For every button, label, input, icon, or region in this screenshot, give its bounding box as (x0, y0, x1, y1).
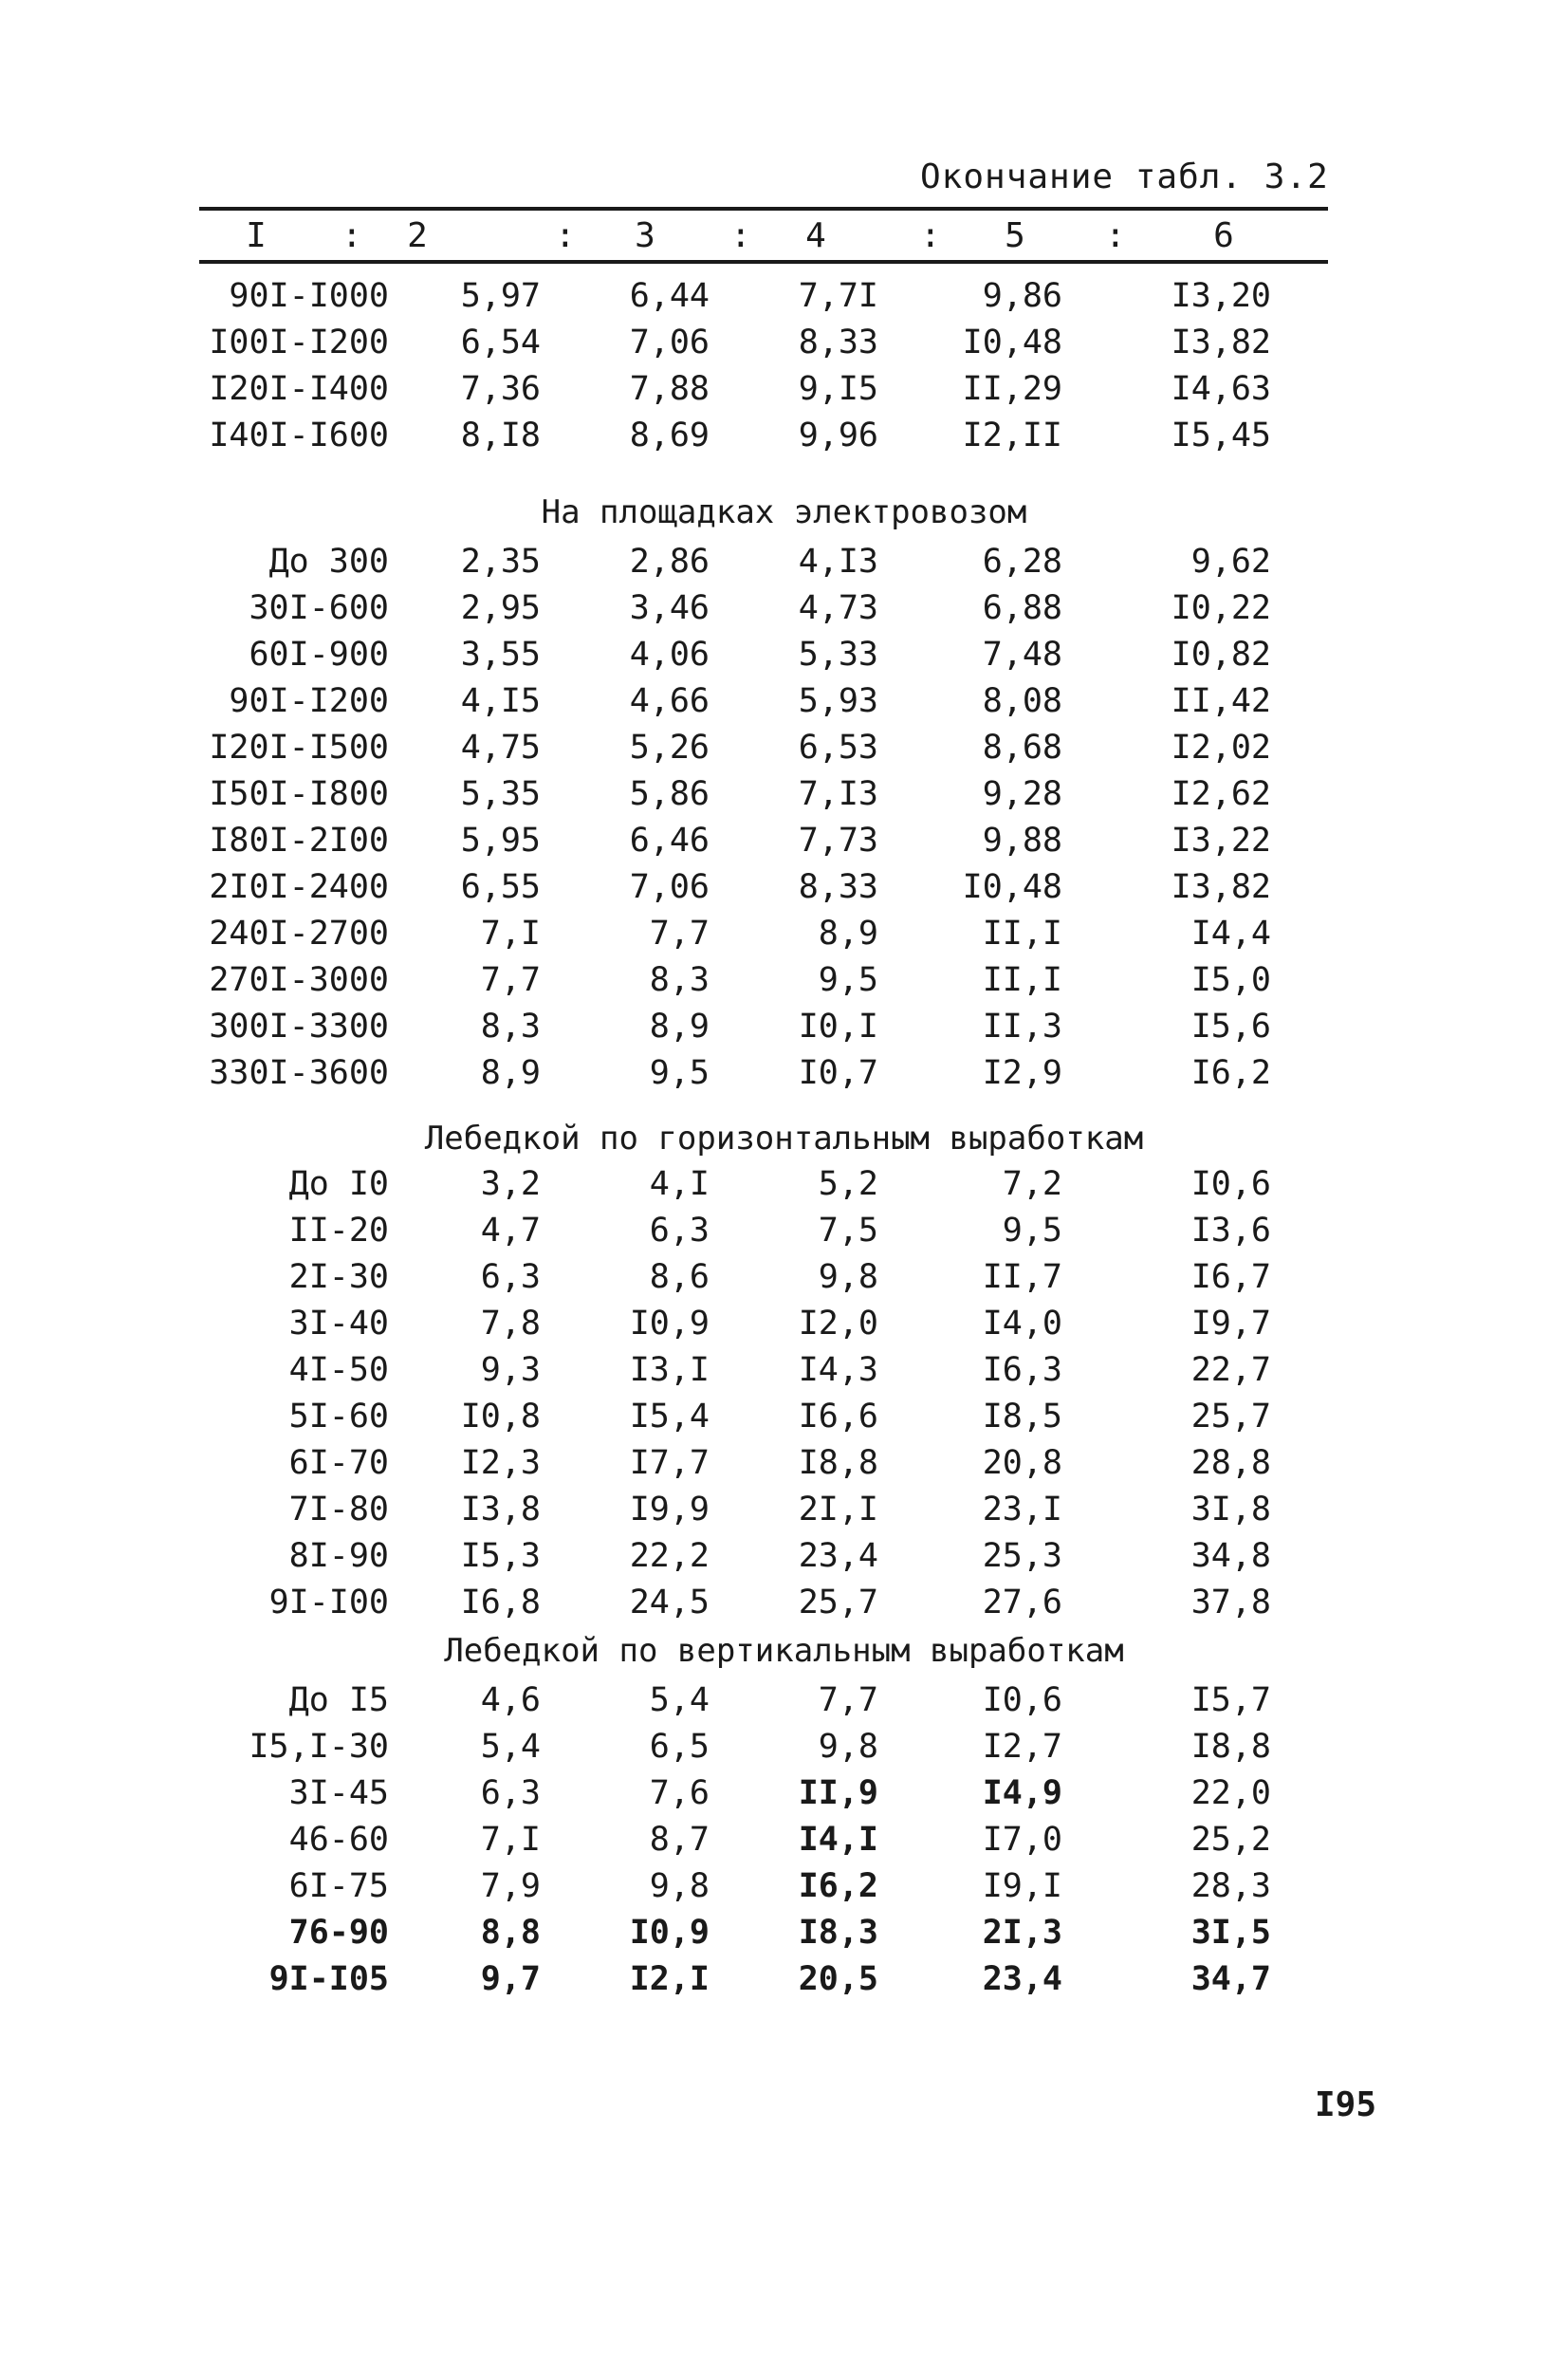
cell-range: 60I-900 (249, 636, 389, 674)
cell-col-5: I6,3 (982, 1351, 1062, 1389)
table-row (0, 1867, 1568, 1911)
cell-col-6: 28,8 (1190, 1444, 1271, 1482)
cell-col-2: 4,75 (460, 729, 541, 767)
cell-col-3: 5,4 (649, 1681, 710, 1719)
table-row (0, 1054, 1568, 1098)
cell-range: 6I-70 (288, 1444, 389, 1482)
cell-col-4: I6,6 (798, 1398, 878, 1436)
cell-col-2: 8,I8 (460, 417, 541, 454)
cell-col-2: 9,3 (480, 1351, 541, 1389)
cell-col-5: I2,7 (982, 1728, 1062, 1766)
cell-range: 7I-80 (288, 1491, 389, 1529)
cell-range: I20I-I500 (209, 729, 389, 767)
cell-col-4: I2,0 (798, 1305, 878, 1343)
table-row (0, 1165, 1568, 1209)
cell-col-3: I9,9 (629, 1491, 710, 1529)
cell-col-4: 9,8 (818, 1728, 878, 1766)
cell-col-2: 6,55 (460, 868, 541, 906)
table-row (0, 1008, 1568, 1051)
header-col-3: 3 (635, 216, 655, 255)
table-row (0, 370, 1568, 414)
cell-col-5: 23,I (982, 1491, 1062, 1529)
cell-col-4: I8,8 (798, 1444, 878, 1482)
table-row (0, 1584, 1568, 1627)
cell-col-6: 9,62 (1190, 543, 1271, 581)
cell-col-3: 8,7 (649, 1821, 710, 1859)
cell-col-6: I0,6 (1190, 1165, 1271, 1203)
table-row (0, 417, 1568, 460)
cell-col-3: 7,06 (629, 868, 710, 906)
cell-col-6: I6,2 (1190, 1054, 1271, 1092)
cell-range: 300I-3300 (209, 1008, 389, 1046)
table-row (0, 1914, 1568, 1957)
page-number: I95 (1315, 2085, 1377, 2124)
cell-col-6: I5,7 (1190, 1681, 1271, 1719)
table-header (199, 216, 1328, 256)
cell-col-4: I6,2 (798, 1867, 878, 1905)
cell-range: 4I-50 (288, 1351, 389, 1389)
cell-range: I80I-2I00 (209, 822, 389, 860)
table-row (0, 543, 1568, 586)
cell-col-3: 7,7 (649, 915, 710, 953)
cell-col-2: 5,35 (460, 775, 541, 813)
table-top-rule (199, 207, 1328, 211)
cell-col-6: I3,20 (1171, 277, 1271, 315)
cell-col-6: 25,7 (1190, 1398, 1271, 1436)
cell-col-6: 22,0 (1190, 1774, 1271, 1812)
cell-col-3: 7,6 (649, 1774, 710, 1812)
cell-col-6: I4,63 (1171, 370, 1271, 408)
cell-col-3: 6,5 (649, 1728, 710, 1766)
header-col-2: 2 (407, 216, 428, 255)
table-row (0, 1821, 1568, 1864)
cell-col-2: 2,35 (460, 543, 541, 581)
header-col-5: 5 (1005, 216, 1025, 255)
cell-col-4: 7,7 (818, 1681, 878, 1719)
cell-col-5: 23,4 (982, 1960, 1062, 1998)
header-separator: : (730, 216, 751, 255)
cell-col-2: 7,7 (480, 961, 541, 999)
table-row (0, 277, 1568, 321)
cell-col-6: 3I,8 (1190, 1491, 1271, 1529)
cell-col-4: 9,96 (798, 417, 878, 454)
cell-col-6: II,42 (1171, 682, 1271, 720)
cell-col-3: 9,5 (649, 1054, 710, 1092)
cell-range: 5I-60 (288, 1398, 389, 1436)
cell-col-5: 7,48 (982, 636, 1062, 674)
cell-range: 9I-I05 (268, 1960, 389, 1998)
cell-col-4: 2I,I (798, 1491, 878, 1529)
cell-range: 270I-3000 (209, 961, 389, 999)
cell-col-5: 6,28 (982, 543, 1062, 581)
cell-col-6: I0,22 (1171, 589, 1271, 627)
cell-col-3: I2,I (629, 1960, 710, 1998)
header-separator: : (1105, 216, 1126, 255)
cell-col-6: I5,45 (1171, 417, 1271, 454)
cell-col-3: 6,46 (629, 822, 710, 860)
cell-col-5: II,29 (962, 370, 1062, 408)
cell-col-2: I3,8 (460, 1491, 541, 1529)
table-row (0, 636, 1568, 679)
cell-col-3: 22,2 (629, 1537, 710, 1575)
section-title: На площадках электровозом (541, 493, 1027, 531)
cell-col-5: 6,88 (982, 589, 1062, 627)
cell-col-2: I0,8 (460, 1398, 541, 1436)
cell-col-4: II,9 (798, 1774, 878, 1812)
cell-col-3: 5,86 (629, 775, 710, 813)
cell-col-3: I7,7 (629, 1444, 710, 1482)
cell-col-2: 5,97 (460, 277, 541, 315)
cell-col-5: II,I (982, 915, 1062, 953)
cell-col-6: 34,7 (1190, 1960, 1271, 1998)
cell-col-4: 7,7I (798, 277, 878, 315)
cell-col-2: 7,I (480, 1821, 541, 1859)
table-row (0, 1305, 1568, 1348)
cell-range: 9I-I00 (268, 1584, 389, 1621)
cell-col-6: I5,6 (1190, 1008, 1271, 1046)
cell-range: I50I-I800 (209, 775, 389, 813)
cell-col-2: 7,8 (480, 1305, 541, 1343)
cell-col-6: I8,8 (1190, 1728, 1271, 1766)
cell-col-6: I2,62 (1171, 775, 1271, 813)
header-col-4: 4 (805, 216, 826, 255)
cell-col-3: 24,5 (629, 1584, 710, 1621)
cell-col-4: I0,7 (798, 1054, 878, 1092)
cell-col-5: 9,5 (1002, 1212, 1062, 1250)
cell-range: 46-60 (288, 1821, 389, 1859)
cell-col-4: 7,5 (818, 1212, 878, 1250)
cell-range: 3I-40 (288, 1305, 389, 1343)
table-row (0, 1537, 1568, 1581)
table-row (0, 868, 1568, 912)
cell-col-4: 9,8 (818, 1258, 878, 1296)
cell-col-5: I8,5 (982, 1398, 1062, 1436)
cell-col-4: I8,3 (798, 1914, 878, 1952)
cell-col-3: I3,I (629, 1351, 710, 1389)
cell-col-4: I4,I (798, 1821, 878, 1859)
table-row (0, 1212, 1568, 1255)
cell-col-4: 8,9 (818, 915, 878, 953)
cell-col-5: 7,2 (1002, 1165, 1062, 1203)
cell-col-6: I6,7 (1190, 1258, 1271, 1296)
cell-col-5: I7,0 (982, 1821, 1062, 1859)
cell-col-5: I0,48 (962, 868, 1062, 906)
cell-col-5: 25,3 (982, 1537, 1062, 1575)
cell-col-6: I5,0 (1190, 961, 1271, 999)
cell-col-5: II,I (982, 961, 1062, 999)
cell-col-4: 5,93 (798, 682, 878, 720)
cell-col-2: I5,3 (460, 1537, 541, 1575)
cell-col-5: I4,0 (982, 1305, 1062, 1343)
cell-col-5: I2,II (962, 417, 1062, 454)
cell-col-3: 6,44 (629, 277, 710, 315)
cell-col-5: II,3 (982, 1008, 1062, 1046)
cell-col-3: 5,26 (629, 729, 710, 767)
cell-range: 330I-3600 (209, 1054, 389, 1092)
cell-col-5: 2I,3 (982, 1914, 1062, 1952)
cell-col-3: I5,4 (629, 1398, 710, 1436)
cell-col-5: 9,86 (982, 277, 1062, 315)
cell-col-6: I3,82 (1171, 324, 1271, 361)
cell-col-6: 22,7 (1190, 1351, 1271, 1389)
cell-col-5: 27,6 (982, 1584, 1062, 1621)
cell-col-2: I2,3 (460, 1444, 541, 1482)
cell-col-4: 9,5 (818, 961, 878, 999)
cell-col-3: 7,06 (629, 324, 710, 361)
cell-col-2: 5,95 (460, 822, 541, 860)
cell-range: 30I-600 (249, 589, 389, 627)
cell-range: I20I-I400 (209, 370, 389, 408)
table-row (0, 1351, 1568, 1395)
cell-col-4: 5,2 (818, 1165, 878, 1203)
cell-range: I40I-I600 (209, 417, 389, 454)
cell-range: 2I-30 (288, 1258, 389, 1296)
cell-col-6: I2,02 (1171, 729, 1271, 767)
cell-range: II-20 (288, 1212, 389, 1250)
cell-col-4: 23,4 (798, 1537, 878, 1575)
cell-col-2: 2,95 (460, 589, 541, 627)
cell-col-3: 8,3 (649, 961, 710, 999)
cell-col-6: 25,2 (1190, 1821, 1271, 1859)
table-row (0, 1398, 1568, 1441)
cell-col-4: 6,53 (798, 729, 878, 767)
table-row (0, 589, 1568, 633)
cell-col-4: 4,73 (798, 589, 878, 627)
cell-col-2: 6,54 (460, 324, 541, 361)
header-separator: : (555, 216, 576, 255)
cell-col-4: 7,73 (798, 822, 878, 860)
cell-col-2: I6,8 (460, 1584, 541, 1621)
cell-col-6: I4,4 (1190, 915, 1271, 953)
table-row (0, 324, 1568, 367)
table-header-rule (199, 260, 1328, 264)
table-row (0, 682, 1568, 726)
cell-col-2: 3,55 (460, 636, 541, 674)
cell-col-3: 4,66 (629, 682, 710, 720)
cell-col-4: 25,7 (798, 1584, 878, 1621)
cell-col-5: 9,28 (982, 775, 1062, 813)
cell-col-3: 2,86 (629, 543, 710, 581)
table-row (0, 961, 1568, 1005)
cell-col-3: 4,I (649, 1165, 710, 1203)
table-row (0, 729, 1568, 772)
cell-col-5: I2,9 (982, 1054, 1062, 1092)
cell-col-4: 5,33 (798, 636, 878, 674)
cell-col-5: 20,8 (982, 1444, 1062, 1482)
header-col-6: 6 (1213, 216, 1234, 255)
cell-col-6: 34,8 (1190, 1537, 1271, 1575)
cell-col-6: 3I,5 (1190, 1914, 1271, 1952)
table-row (0, 822, 1568, 865)
cell-col-5: II,7 (982, 1258, 1062, 1296)
header-separator: : (341, 216, 362, 255)
cell-col-2: 8,9 (480, 1054, 541, 1092)
cell-col-4: 7,I3 (798, 775, 878, 813)
cell-col-4: I0,I (798, 1008, 878, 1046)
cell-col-5: 8,68 (982, 729, 1062, 767)
cell-col-3: 3,46 (629, 589, 710, 627)
table-caption: Окончание табл. 3.2 (920, 157, 1329, 196)
cell-col-5: I9,I (982, 1867, 1062, 1905)
cell-range: I5,I-30 (249, 1728, 389, 1766)
cell-col-5: 9,88 (982, 822, 1062, 860)
cell-col-3: 8,69 (629, 417, 710, 454)
cell-col-6: I9,7 (1190, 1305, 1271, 1343)
cell-range: 2I0I-2400 (209, 868, 389, 906)
cell-col-2: 4,7 (480, 1212, 541, 1250)
cell-col-6: I0,82 (1171, 636, 1271, 674)
cell-range: I00I-I200 (209, 324, 389, 361)
cell-range: 8I-90 (288, 1537, 389, 1575)
cell-col-5: I0,48 (962, 324, 1062, 361)
cell-col-2: 7,I (480, 915, 541, 953)
cell-col-2: 9,7 (480, 1960, 541, 1998)
cell-col-3: 7,88 (629, 370, 710, 408)
table-row (0, 1444, 1568, 1488)
cell-col-4: 8,33 (798, 324, 878, 361)
cell-col-2: 6,3 (480, 1258, 541, 1296)
cell-col-2: 4,I5 (460, 682, 541, 720)
cell-col-4: 9,I5 (798, 370, 878, 408)
cell-col-5: I4,9 (982, 1774, 1062, 1812)
table-row (0, 915, 1568, 958)
cell-range: 3I-45 (288, 1774, 389, 1812)
cell-col-6: 28,3 (1190, 1867, 1271, 1905)
table-row (0, 1774, 1568, 1818)
cell-col-4: 20,5 (798, 1960, 878, 1998)
cell-col-6: I3,22 (1171, 822, 1271, 860)
cell-col-6: I3,6 (1190, 1212, 1271, 1250)
cell-col-5: I0,6 (982, 1681, 1062, 1719)
cell-col-4: 8,33 (798, 868, 878, 906)
header-separator: : (920, 216, 941, 255)
cell-range: 6I-75 (288, 1867, 389, 1905)
cell-range: До I5 (288, 1681, 389, 1719)
table-row (0, 775, 1568, 819)
cell-range: 90I-I200 (229, 682, 389, 720)
cell-col-3: 8,9 (649, 1008, 710, 1046)
section-title: Лебедкой по вертикальным выработкам (444, 1632, 1124, 1670)
cell-col-2: 4,6 (480, 1681, 541, 1719)
cell-range: До I0 (288, 1165, 389, 1203)
cell-range: До 300 (268, 543, 389, 581)
cell-col-3: 6,3 (649, 1212, 710, 1250)
cell-col-3: 9,8 (649, 1867, 710, 1905)
cell-range: 90I-I000 (229, 277, 389, 315)
cell-col-3: I0,9 (629, 1305, 710, 1343)
cell-range: 76-90 (288, 1914, 389, 1952)
table-row (0, 1491, 1568, 1534)
cell-col-2: 7,36 (460, 370, 541, 408)
cell-col-2: 8,3 (480, 1008, 541, 1046)
cell-col-2: 3,2 (480, 1165, 541, 1203)
cell-col-2: 7,9 (480, 1867, 541, 1905)
header-col-1: I (246, 216, 267, 255)
cell-col-6: I3,82 (1171, 868, 1271, 906)
cell-col-4: I4,3 (798, 1351, 878, 1389)
table-row (0, 1258, 1568, 1302)
table-row (0, 1681, 1568, 1725)
table-row (0, 1960, 1568, 2004)
cell-col-3: I0,9 (629, 1914, 710, 1952)
section-title: Лебедкой по горизонтальным выработкам (424, 1120, 1144, 1158)
cell-col-2: 8,8 (480, 1914, 541, 1952)
cell-range: 240I-2700 (209, 915, 389, 953)
cell-col-2: 6,3 (480, 1774, 541, 1812)
cell-col-2: 5,4 (480, 1728, 541, 1766)
cell-col-3: 8,6 (649, 1258, 710, 1296)
cell-col-6: 37,8 (1190, 1584, 1271, 1621)
cell-col-5: 8,08 (982, 682, 1062, 720)
cell-col-4: 4,I3 (798, 543, 878, 581)
cell-col-3: 4,06 (629, 636, 710, 674)
table-row (0, 1728, 1568, 1771)
